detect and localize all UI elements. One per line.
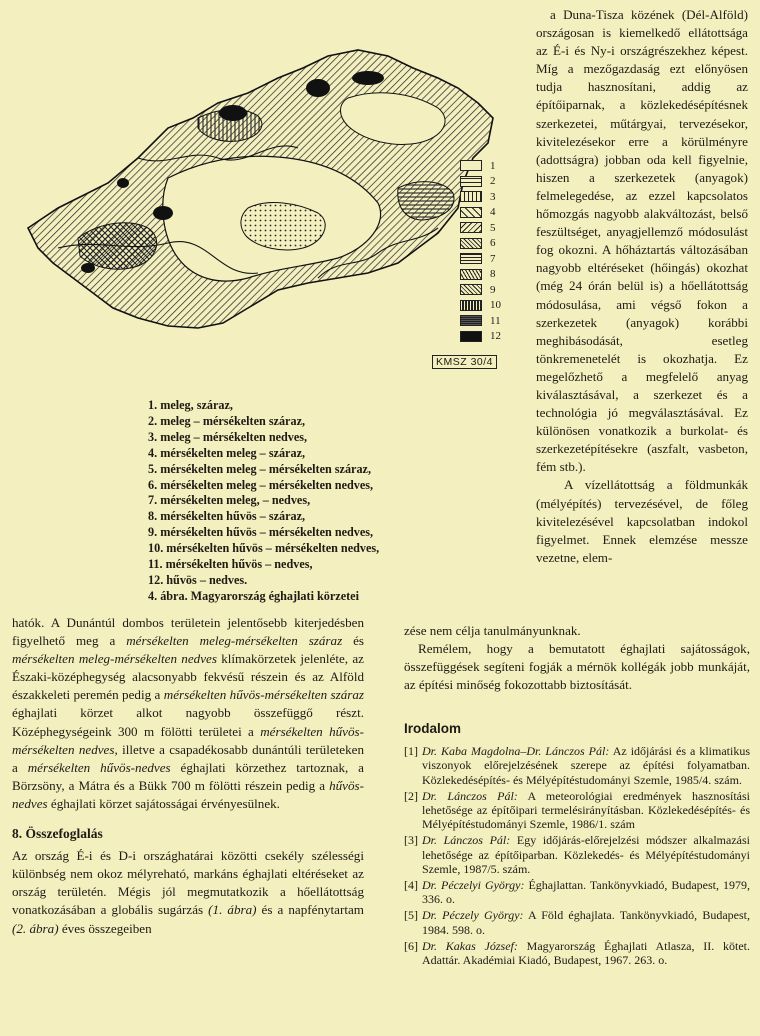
paragraph-continuation: zése nem célja tanulmányunknak.: [404, 623, 581, 638]
right-column: [536, 6, 748, 567]
references-title: Irodalom: [404, 721, 462, 736]
climate-map-figure: [18, 8, 518, 388]
caption-item: 1. meleg, száraz,: [148, 398, 233, 412]
legend-row: 3: [460, 189, 520, 205]
paragraph: Remélem, hogy a bemutatott éghajlati sajátosságok, összefüggések segíteni fogják a mérnök kollégák jobb munkáját, az építési minőség fokozottabb biztosítását.: [404, 641, 750, 693]
hungary-climate-map: [18, 8, 518, 388]
legend-row: 9: [460, 282, 520, 298]
paragraph: hatók. A Dunántúl dombos területein jelentősebb kiterjedésben figyelhető meg a mérsékelten meleg-mérsékelten száraz és mérsékelten meleg-mérsékelten nedves klímakörzetek jelenléte, az Északi-középhegység alacsonyabb fekvésű részein és az Alföld északkeleti peremén pedig a mérsékelten hűvös-mérsékelten száraz éghajlati körzet alkot nagyobb összefüggő részt. Középhegységeink 300 m fölötti területei a mérsékelten hűvös-mérsékelten nedves, illetve a csapadékosabb dunántúli területeken a mérsékelten hűvös-nedves éghajlati körzethez tartoznak, a Börzsöny, a Mátra és a Bükk 700 m fölötti részein pedig a hűvös-nedves éghajlati körzet sajátosságai érvényesülnek.: [12, 615, 364, 811]
paragraph: Az ország É-i és D-i országhatárai közötti csekély szélességi különbség nem okoz mélyreható, markáns éghajlati eltéréseket az ország területén. Mégis jól megmutatkozik a hőellátottság vonatkozásában a globális sugárzás (1. ábra) és a napfénytartam (2. ábra) éves összegeiben: [12, 848, 364, 936]
reference-item: [2] Dr. Lánczos Pál: A meteorológiai eredmények hasznosítási lehetősége az építőipari termelésirányításban. Közlekedésépítés- és Mélyépítéstudományi Szemle, 1986/1. szám: [404, 788, 750, 832]
caption-item: 2. meleg – mérsékelten száraz,: [148, 413, 306, 428]
conclusion-block: [404, 622, 750, 694]
legend-row: 4: [460, 205, 520, 221]
references: [404, 722, 750, 969]
legend-row: 1: [460, 158, 520, 174]
legend-row: 2: [460, 174, 520, 190]
caption-item: 7. mérsékelten meleg, – nedves,: [148, 493, 311, 508]
paragraph: a Duna-Tisza közének (Dél-Alföld) országosan is kiemelkedő ellátottsága az É-i és Ny-i országrészekhez képest. Míg a mezőgazdaság ezt előnyösen tudja hasznosítani, addig az építőiparnak, a közlekedésépítésnek szerkezetei, műtárgyai, tervezésekor, kivitelezésekor erre a körülményre (adottságra) jobban oda kell figyelnie, hiszen a szerkezetek (anyagok) felmelegedése, az ezzel kapcsolatos hőmozgás nagyobb alakváltozást, belső feszültséget, anyagjellemző módosulást fog okozni. A hőháztartás változásában nagyobb eltéréseket (hőingás) okozhat (még 24 órán belül is) a hőellátottság módosulása, ami végső fokon a szerkezetek (anyagok) korábbi meghibásodását, esetleg tönkremenetelét is okozhatja. Ez megelőzhető a megfelelő anyag kiválasztásával, a szerkezet és a technológia jó megválasztásával. Ez különösen vonatkozik a burkolat- és szerkezetépítésekre (aszfalt, vasbeton, fém stb.).: [536, 7, 748, 475]
caption-item: 12. hűvös – nedves.: [148, 572, 248, 587]
caption-item: 9. mérsékelten hűvös – mérsékelten nedves,: [148, 525, 374, 540]
legend-row: 11: [460, 313, 520, 329]
figure-stamp: KMSZ 30/4: [432, 355, 497, 369]
legend-row: 12: [460, 329, 520, 345]
caption-title: 4. ábra. Magyarország éghajlati körzetei: [148, 588, 359, 603]
caption-item: 3. meleg – mérsékelten nedves,: [148, 429, 308, 444]
reference-item: [6] Dr. Kakas József: Magyarország Éghajlati Atlasza, II. kötet. Adattár. Akadémiai Kiadó, Budapest, 1967. 263. o.: [404, 938, 750, 968]
paragraph: A vízellátottság a földmunkák (mélyépítés) tervezésével, de főleg kivitelezésével kapcsolatban indokol figyelmet. Ennek elemzése messze vezetne, elem-: [536, 477, 748, 565]
reference-item: [5] Dr. Péczely György: A Föld éghajlata. Tankönyvkiadó, Budapest, 1984. 598. o.: [404, 908, 751, 937]
left-column: [12, 614, 364, 938]
caption-item: 8. mérsékelten hűvös – száraz,: [148, 509, 306, 524]
legend-row: 8: [460, 267, 520, 283]
section-heading: 8. Összefoglalás: [12, 826, 103, 842]
figure-caption: [148, 398, 448, 605]
map-legend: [460, 158, 520, 344]
reference-item: [3] Dr. Lánczos Pál: Egy időjárás-előrejelzési módszer alkalmazási lehetősége az építőiparban. Közlekedés- és Mélyépítéstudományi Szemle, 1987/5. szám.: [404, 833, 750, 876]
caption-item: 11. mérsékelten hűvös – nedves,: [148, 557, 313, 572]
legend-row: 10: [460, 298, 520, 314]
caption-item: 4. mérsékelten meleg – száraz,: [148, 445, 306, 460]
legend-row: 6: [460, 236, 520, 252]
legend-row: 7: [460, 251, 520, 267]
legend-row: 5: [460, 220, 520, 236]
caption-item: 10. mérsékelten hűvös – mérsékelten nedves,: [148, 541, 380, 556]
reference-item: [1] Dr. Kaba Magdolna–Dr. Lánczos Pál: Az időjárási és a klimatikus viszonyok előrejelzésének szerepe az építési folyamatban. Közlekedésépítés- és Mélyépítéstudományi Szemle, 1985/4. szám.: [404, 744, 750, 787]
caption-item: 6. mérsékelten meleg – mérsékelten nedves,: [148, 477, 374, 492]
caption-item: 5. mérsékelten meleg – mérsékelten száraz,: [148, 461, 372, 476]
reference-item: [4] Dr. Péczelyi György: Éghajlattan. Tankönyvkiadó, Budapest, 1979, 336. o.: [404, 878, 750, 907]
